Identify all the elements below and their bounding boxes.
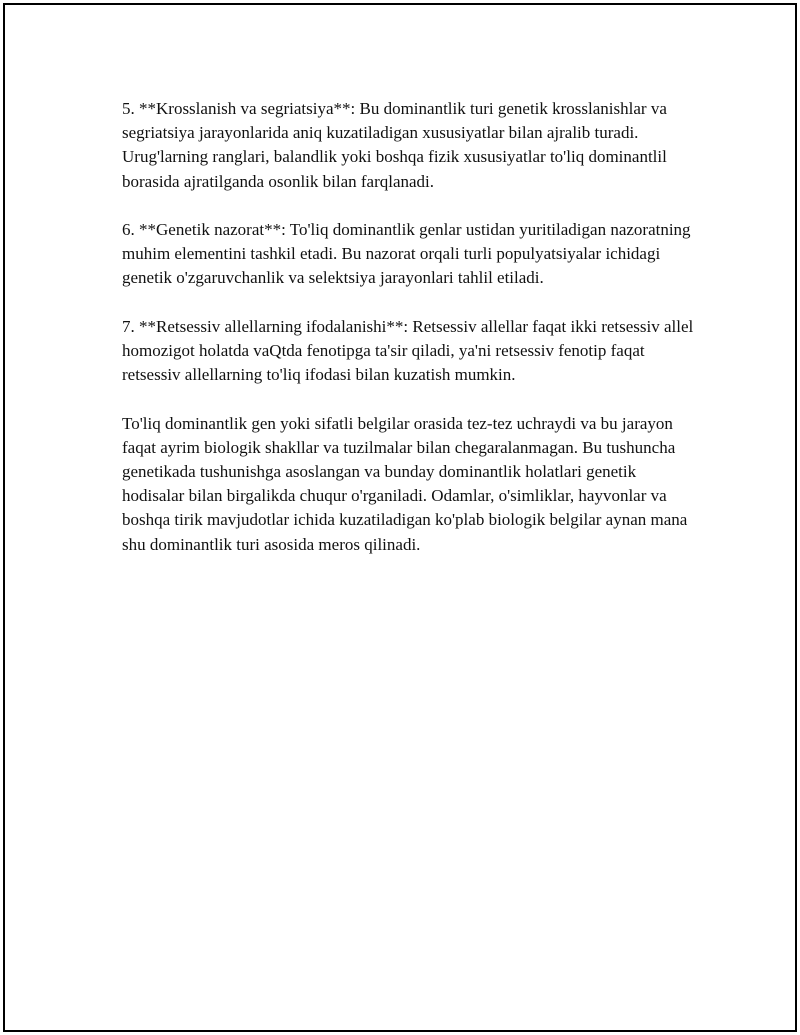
paragraph-recessive-alleles: 7. **Retsessiv allellarning ifodalanishi**: Retsessiv allellar faqat ikki retsessiv allel homozigot holatda vaQtda fenotipga ta'sir qiladi, ya'ni retsessiv fenotip faqat retsessiv allellarning to'liq ifodasi bilan kuzatish mumkin. xyxy=(122,316,694,385)
paragraph-crossing-segregation: 5. **Krosslanish va segriatsiya**: Bu dominantlik turi genetik krosslanishlar va segriatsiya jarayonlarida aniq kuzatiladigan xususiyatlar bilan ajralib turadi. Urug'larning ranglari, balandlik yoki boshqa fizik xususiyatlar to'liq dominantlil borasida ajratilganda osonlik bilan farqlanadi. xyxy=(122,99,667,191)
paragraph-conclusion: To'liq dominantlik gen yoki sifatli belgilar orasida tez-tez uchraydi va bu jarayon faqat ayrim biologik shakllar va tuzilmalar bilan chegaralanmagan. Bu tushuncha genetikada tushunishga asoslangan va bunday dominantlik holatlari genetik hodisalar bilan birgalikda chuqur o'rganiladi. Odamlar, o'simliklar, hayvonlar va boshqa tirik mavjudotlar ichida kuzatiladigan ko'plab biologik belgilar aynan mana shu dominantlik turi asosida meros qilinadi. xyxy=(122,413,688,554)
document-body xyxy=(122,97,697,581)
page-frame xyxy=(3,3,797,1032)
paragraph-genetic-control: 6. **Genetik nazorat**: To'liq dominantlik genlar ustidan yuritiladigan nazoratning muhim elementini tashkil etadi. Bu nazorat orqali turli populyatsiyalar ichidagi genetik o'zgaruvchanlik va selektsiya jarayonlari tahlil etiladi. xyxy=(122,220,691,288)
